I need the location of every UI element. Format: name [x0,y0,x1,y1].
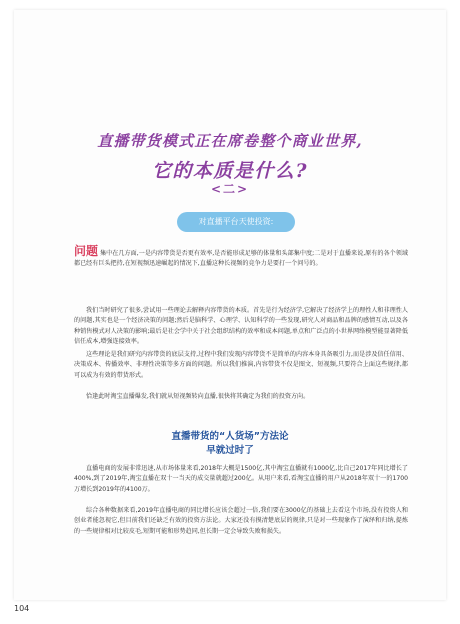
page-number: 104 [14,604,30,613]
article-part-number: <二> [210,182,250,196]
drop-cap-lead: 问题 [74,244,99,258]
paragraph-3: 这些理论是我们研究内容带货的底层支持,过程中我们发现内容带货不是简单的内容本身具备吸引力,而是涉及信任信用、决策成本、传播效率、非理性决策等多方面的问题。所以我们推演,内容带货不仅是图文、短视频,只要符合上面这些规律,都可以成为有效的带货形式。 [74,351,408,379]
paragraph-6: 综合各种数据来看,2019年直播电商的同比增长应该会超过一倍,我们要在3000亿的基础上去看这个市场,没有投资人和创业者能忽视它,但目前我们还缺乏有效的投资方法论。大家还没有摸清楚底层的规律,只是对一些现象作了演绎和归纳,提炼的一些规律相对比较皮毛,短期可能和形势趋同,但长期一定会导致失败和损失。 [74,507,408,535]
section-heading-line1: 直播带货的“人货场”方法论 [171,431,289,442]
paragraph-4: 恰逢此时淘宝直播爆发,我们就从短视频转向直播,很快将其确定为我们的投资方向。 [86,393,310,400]
section-heading-line2: 早就过时了 [206,445,254,456]
article-title-line2: 它的本质是什么? [151,160,309,182]
paragraph-5: 直播电商的发展非常迅速,从市场体量来看,2018年大概是1500亿,其中淘宝直播就有1000亿,比自己2017年同比增长了400%,到了2019年,淘宝直播在双十一当天的成交量就超过200亿。从用户来看,看淘宝直播的用户从2018年双十一的1700万增长到2019年的4100万。 [74,465,408,493]
subtitle-pill: 对直播平台天使投资: [177,212,295,232]
paragraph-1 [74,246,408,270]
paragraph-1-text: 集中在几方面,一是内容带货是否更有效率,是否能形成足够的体量和头部集中度;二是对于直播来说,原有的各个领域都已经有巨头把持,在短视频迅速崛起的情况下,直播这种长视频的竞争力是要打一个问号的。 [74,250,408,268]
paragraph-2: 我们当时研究了很多,尝试用一些理论去解释内容带货的本质。首先是行为经济学,它解决了经济学上的理性人和非理性人的问题,其实也是一个经济决策的问题;然后是脑科学、心理学、认知科学的一些发现,研究人对商品和品牌的感情互动,以及各种销售模式对人决策的影响;最后是社会学中关于社会组织结构的效率和成本问题,单点和广泛点的小世界网络模型能显著降低信任成本,增强连接效率。 [74,307,408,346]
page-sheet [14,10,446,600]
article-title-line1: 直播带货模式正在席卷整个商业世界, [97,132,363,150]
